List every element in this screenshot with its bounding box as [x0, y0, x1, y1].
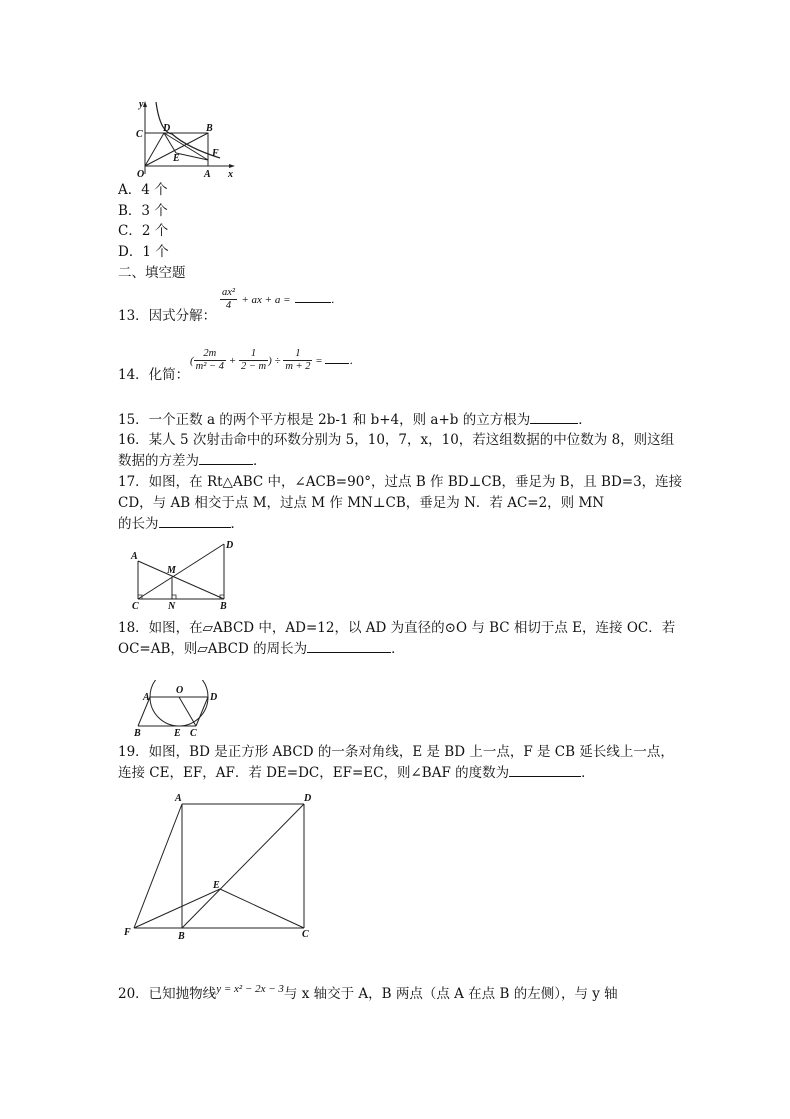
q16-line-1: 16．某人 5 次射击命中的环数分别为 5，10，7，x，10，若这组数据的中位数为 8，则这组 [118, 432, 675, 448]
label-a: A [131, 551, 138, 562]
q18-line-1: 18．如图，在▱ABCD 中，AD=12，以 AD 为直径的⊙O 与 BC 相切于点 E，连接 OC．若 [118, 620, 676, 636]
right-angle-n [172, 595, 176, 599]
q16-answer-blank[interactable] [199, 452, 253, 465]
q14-fraction-2: $\frac{1}{2 - m}$ [240, 348, 267, 372]
x-axis-arrow [229, 164, 235, 168]
label-o: O [137, 169, 145, 180]
q13-label: 13．因式分解： [118, 308, 217, 324]
q17-answer-blank[interactable] [159, 515, 231, 528]
q19-figure [120, 790, 320, 940]
label-e: E [174, 728, 181, 739]
q15-answer-blank[interactable] [530, 411, 578, 424]
label-d: D [163, 123, 171, 134]
label-a: A [175, 793, 182, 804]
segment-cd [138, 544, 224, 599]
q19-line-1: 19．如图，BD 是正方形 ABCD 的一条对角线，E 是 BD 上一点，F 是 CB 延长线上一点， [118, 744, 674, 760]
label-x: x [228, 169, 233, 180]
q20-formula: y = x² − 2x − 3 [216, 983, 284, 995]
segment-dc [196, 697, 208, 726]
q12-figure [128, 98, 238, 180]
q14-answer-blank[interactable] [325, 351, 349, 364]
option-c: C．2 个 [118, 223, 169, 239]
q15-text: 15．一个正数 a 的两个平方根是 2b-1 和 b+4，则 a+b 的立方根为 ． [118, 412, 592, 428]
segment-ec [220, 889, 304, 928]
q19-line-2: 连接 CE，EF，AF．若 DE=DC，EF=EC，则∠BAF 的度数为 ． [118, 765, 595, 781]
option-b: B．3 个 [118, 203, 168, 219]
label-c: C [302, 929, 309, 940]
q17-figure [126, 538, 242, 612]
q18-figure [132, 680, 224, 740]
label-c: C [190, 728, 197, 739]
segment-df [164, 133, 208, 160]
segment-oc [179, 697, 196, 726]
q17-line-3: 的长为 ． [118, 516, 244, 532]
label-d: D [304, 793, 312, 804]
label-d: D [226, 540, 234, 551]
q13-expression: $\frac{\text{ax²}}{4}$ + ax + a = ． [222, 287, 342, 311]
q14-label: 14．化简： [118, 367, 190, 383]
section-heading: 二、填空题 [118, 265, 186, 281]
q19-answer-blank[interactable] [509, 764, 581, 777]
q17-line-1: 17．如图，在 Rt△ABC 中，∠ACB=90°，过点 B 作 BD⊥CB，垂足为 B，且 BD=3，连接 [118, 474, 683, 490]
q13-fraction: $\frac{\text{ax²}}{4}$ [222, 287, 236, 311]
label-c: C [136, 129, 143, 140]
q13-answer-blank[interactable] [295, 290, 331, 303]
q18-line-2: OC=AB，则▱ABCD 的周长为 ． [118, 641, 405, 657]
label-f: F [124, 927, 131, 938]
segment-bd [182, 804, 304, 928]
label-b: B [206, 123, 213, 134]
label-d: D [210, 692, 218, 703]
label-a: A [143, 692, 150, 703]
q17-line-2: CD，与 AB 相交于点 M，过点 M 作 MN⊥CB，垂足为 N．若 AC=2，则 MN [118, 495, 605, 511]
q18-answer-blank[interactable] [307, 640, 391, 653]
label-n: N [168, 601, 176, 612]
label-b: B [220, 601, 227, 612]
q14-expression: ( $\frac{2m}{\text{m² − 4}}$ + $\frac{1}{2 - m}$ ) ÷ $\frac{1}{m + 2}$ = ． [190, 348, 361, 372]
label-m: M [167, 565, 176, 576]
label-c: C [132, 601, 139, 612]
label-b: B [134, 728, 141, 739]
label-y: y [139, 99, 144, 110]
q14-fraction-1: $\frac{2m}{\text{m² − 4}}$ [195, 348, 224, 372]
label-f: F [212, 148, 219, 159]
label-e: E [213, 880, 220, 891]
label-o: O [176, 685, 184, 696]
y-axis-arrow [143, 101, 147, 107]
option-a: A．4 个 [118, 182, 168, 198]
label-e: E [173, 153, 180, 164]
label-b: B [178, 931, 185, 940]
q14-fraction-3: $\frac{1}{m + 2}$ [285, 348, 311, 372]
q16-line-2: 数据的方差为 ． [118, 453, 267, 469]
q20-text: 20．已知抛物线$^{y = x^2 - 2x - 3}$与 x 轴交于 A，B 两点（点 A 在点 B 的左侧），与 y 轴 [118, 983, 618, 1002]
option-d: D．1 个 [118, 244, 169, 260]
segment-ab [138, 561, 224, 599]
label-a: A [204, 169, 211, 180]
